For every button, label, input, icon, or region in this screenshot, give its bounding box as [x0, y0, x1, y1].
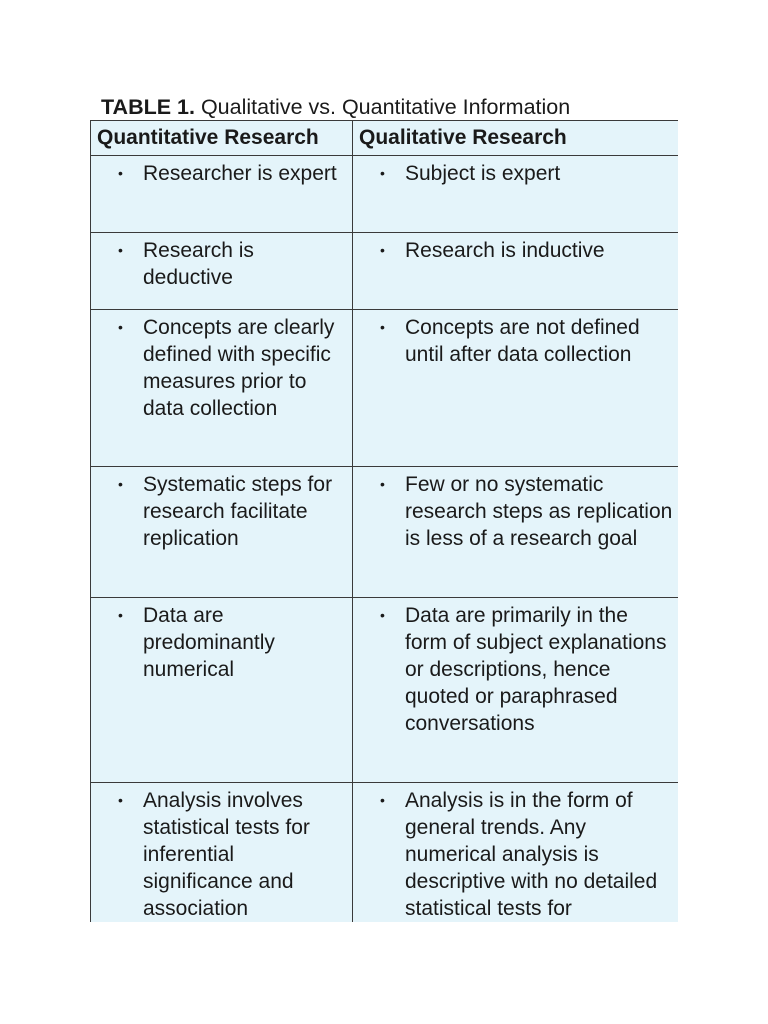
bullet-icon: •	[380, 607, 385, 623]
table-row	[91, 467, 679, 598]
table-cell	[91, 467, 353, 598]
table-header-row	[91, 121, 679, 156]
table-row	[91, 156, 679, 233]
table-row	[91, 233, 679, 310]
header-quantitative: Quantitative Research	[91, 121, 353, 156]
table-row	[91, 310, 679, 467]
bullet-icon: •	[380, 476, 385, 492]
cell-text: Data are predominantly numerical	[143, 604, 275, 681]
cell-text: Systematic steps for research facilitate replication	[143, 473, 333, 550]
cell-text: Research is deductive	[143, 239, 254, 289]
table-caption-text: Qualitative vs. Quantitative Information	[194, 95, 571, 119]
bullet-icon: •	[118, 607, 123, 623]
table-row	[91, 598, 679, 783]
cell-text: Data are primarily in the form of subject explanations or descriptions, hence quoted or paraphrased conversations	[405, 604, 667, 735]
cell-text: Few or no systematic research steps as replication is less of a research goal	[405, 473, 673, 550]
comparison-table	[90, 120, 678, 922]
cell-text: Subject is expert	[405, 162, 561, 185]
bullet-icon: •	[380, 242, 385, 258]
bullet-icon: •	[380, 319, 385, 335]
table-caption	[101, 94, 570, 120]
table-caption-label: TABLE 1.	[101, 95, 195, 119]
table-cell	[91, 233, 353, 310]
cell-text: Concepts are clearly defined with specific measures prior to data collection	[143, 316, 335, 420]
table-cell	[353, 783, 679, 923]
cell-text: Researcher is expert	[143, 162, 337, 185]
table-cell	[353, 310, 679, 467]
table-cell	[353, 156, 679, 233]
bullet-icon: •	[118, 165, 123, 181]
table-cell	[353, 598, 679, 783]
cell-text: Concepts are not defined until after data collection	[405, 316, 640, 366]
table-cell	[91, 310, 353, 467]
cell-text: Research is inductive	[405, 239, 605, 262]
cell-text: Analysis involves statistical tests for inferential significance and association	[143, 789, 310, 920]
bullet-icon: •	[380, 165, 385, 181]
bullet-icon: •	[118, 476, 123, 492]
bullet-icon: •	[118, 792, 123, 808]
table-cell	[91, 598, 353, 783]
table-container	[90, 120, 678, 922]
table-cell	[91, 783, 353, 923]
cell-text: Analysis is in the form of general trends. Any numerical analysis is descriptive with no detailed statistical tests for	[405, 789, 658, 920]
table-cell	[91, 156, 353, 233]
table-cell	[353, 467, 679, 598]
bullet-icon: •	[380, 792, 385, 808]
table-row	[91, 783, 679, 923]
bullet-icon: •	[118, 319, 123, 335]
table-cell	[353, 233, 679, 310]
bullet-icon: •	[118, 242, 123, 258]
header-qualitative: Qualitative Research	[353, 121, 679, 156]
